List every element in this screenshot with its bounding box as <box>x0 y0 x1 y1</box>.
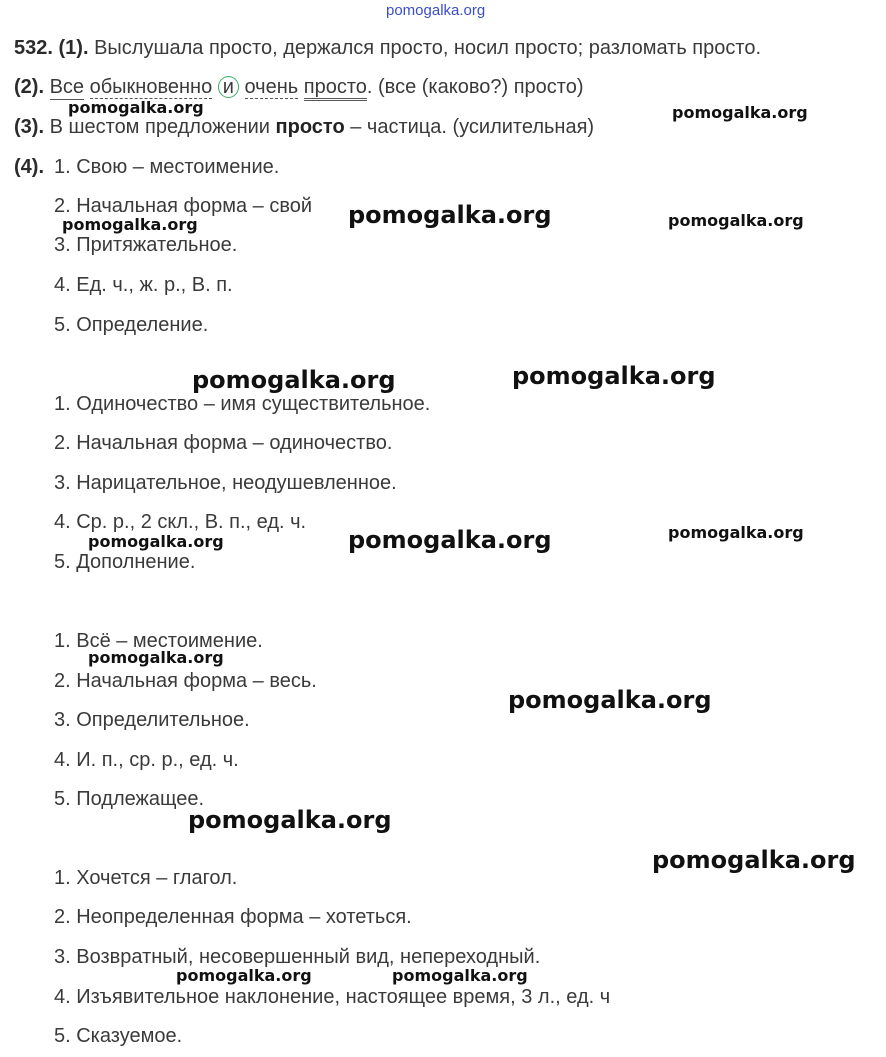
watermark-top: pomogalka.org <box>386 2 486 19</box>
paragraph-3 <box>14 115 594 139</box>
word-adverb-1: обыкновенно <box>89 76 213 98</box>
block-1-line-1: 1. Свою – местоимение. <box>54 156 280 178</box>
part-3-bold: просто <box>275 116 345 138</box>
part-3-label: (3). <box>14 116 44 138</box>
watermark: pomogalka.org <box>176 966 312 985</box>
part-1-text: Выслушала просто, держался просто, носил просто; разломать просто. <box>94 37 761 59</box>
part-1-label: (1). <box>58 37 89 59</box>
paragraph-1 <box>14 36 761 60</box>
watermark: pomogalka.org <box>88 648 224 667</box>
block-1-line-3: 3. Притяжательное. <box>54 234 238 256</box>
block-2-line-4: 4. Ср. р., 2 скл., В. п., ед. ч. <box>54 511 307 533</box>
block-2-line-2: 2. Начальная форма – одиночество. <box>54 432 393 454</box>
watermark: pomogalka.org <box>68 98 204 117</box>
block-2-line-1: 1. Одиночество – имя существительное. <box>54 393 431 415</box>
watermark: pomogalka.org <box>392 966 528 985</box>
part-2-tail: . (все (каково?) просто) <box>366 76 584 98</box>
watermark: pomogalka.org <box>348 201 552 229</box>
watermark: pomogalka.org <box>192 366 396 394</box>
block-2-line-3: 3. Нарицательное, неодушевленное. <box>54 472 397 494</box>
watermark: pomogalka.org <box>62 215 198 234</box>
part-2-label: (2). <box>14 76 44 98</box>
watermark: pomogalka.org <box>652 846 856 874</box>
word-conjunction: и <box>218 76 239 98</box>
paragraph-2 <box>14 75 584 99</box>
block-4-line-4: 4. Изъявительное наклонение, настоящее время, 3 л., ед. ч <box>54 986 611 1008</box>
watermark: pomogalka.org <box>672 103 808 122</box>
block-1-line-5: 5. Определение. <box>54 314 209 336</box>
block-3-line-2: 2. Начальная форма – весь. <box>54 670 317 692</box>
watermark: pomogalka.org <box>88 532 224 551</box>
watermark: pomogalka.org <box>512 362 716 390</box>
block-3-line-5: 5. Подлежащее. <box>54 788 205 810</box>
block-4-line-1: 1. Хочется – глагол. <box>54 867 238 889</box>
block-2-line-5: 5. Дополнение. <box>54 551 196 573</box>
block-4-line-3: 3. Возвратный, несовершенный вид, непереходный. <box>54 946 541 968</box>
watermark: pomogalka.org <box>348 526 552 554</box>
exercise-number: 532. <box>14 37 53 59</box>
block-4-line-2: 2. Неопределенная форма – хотеться. <box>54 906 412 928</box>
watermark: pomogalka.org <box>188 806 392 834</box>
part-3-pre: В шестом предложении <box>49 116 276 138</box>
part-3-post: – частица. (усилительная) <box>344 116 595 138</box>
block-1-line-4: 4. Ед. ч., ж. р., В. п. <box>54 274 233 296</box>
block-1-line-2: 2. Начальная форма – свой <box>54 195 313 217</box>
word-adverb-2: очень <box>244 76 299 98</box>
watermark: pomogalka.org <box>668 211 804 230</box>
block-3-line-1: 1. Всё – местоимение. <box>54 630 263 652</box>
watermark: pomogalka.org <box>508 686 712 714</box>
part-4-label: (4). <box>14 156 44 178</box>
word-subject: Все <box>49 76 85 98</box>
block-3-line-3: 3. Определительное. <box>54 709 250 731</box>
block-3-line-4: 4. И. п., ср. р., ед. ч. <box>54 749 239 771</box>
block-4-line-5: 5. Сказуемое. <box>54 1025 183 1047</box>
word-predicate: просто <box>304 76 367 101</box>
watermark: pomogalka.org <box>668 523 804 542</box>
